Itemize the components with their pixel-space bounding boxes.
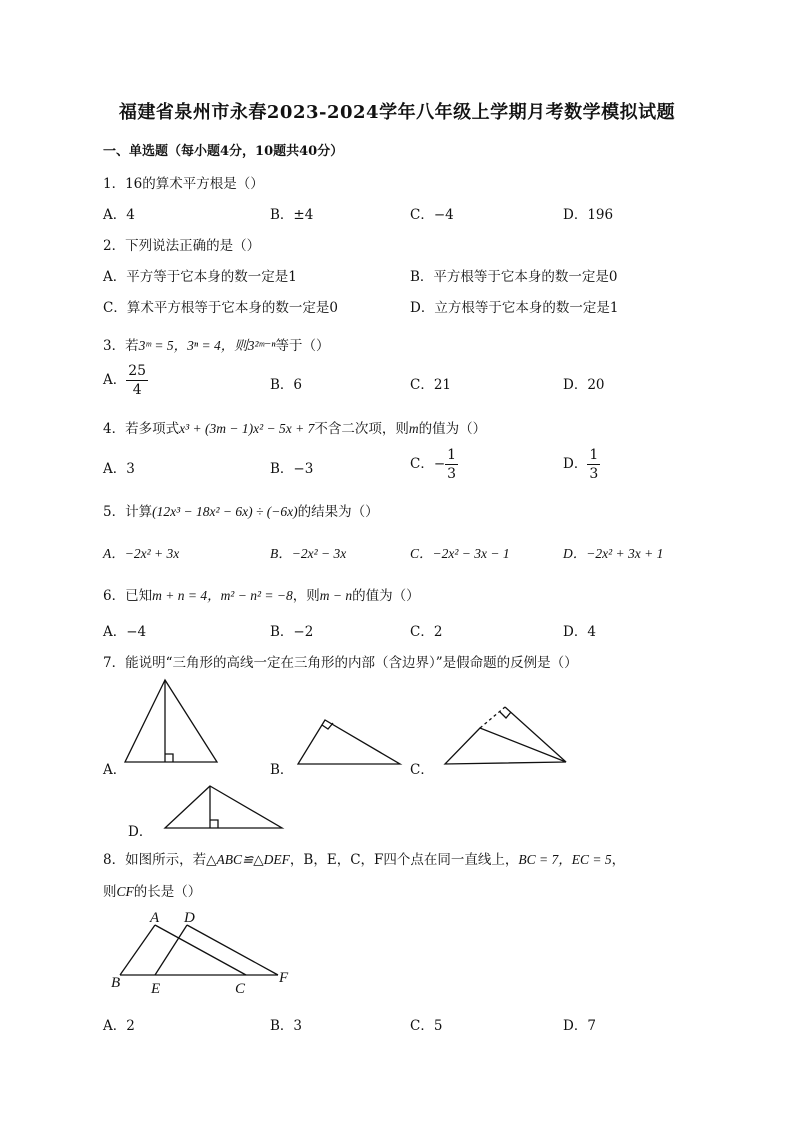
- q6-option-d[interactable]: D．4: [563, 624, 596, 640]
- q8-option-d[interactable]: D．7: [563, 1018, 596, 1034]
- q8-prefix: 8．如图所示，若: [103, 852, 207, 868]
- q3-option-c[interactable]: C．21: [410, 377, 452, 393]
- q5-option-b[interactable]: B．−2x² − 3x: [270, 546, 347, 561]
- question-2-stem: 2．下列说法正确的是（）: [103, 238, 261, 254]
- q8-segment-ed: [155, 925, 187, 975]
- q8-label-b: B: [111, 975, 121, 991]
- q4-c-denominator: 3: [447, 466, 457, 482]
- q8-mid: ，B，E，C，F四个点在同一直线上，: [289, 852, 519, 868]
- q1-option-c[interactable]: C．−4: [410, 207, 454, 223]
- q8-congruence: △ABC≌△DEF: [206, 852, 290, 867]
- question-7-stem: 7．能说明“三角形的高线一定在三角形的内部（含边界）”是假命题的反例是（）: [103, 655, 578, 671]
- q4-variable: m: [408, 421, 419, 436]
- q8-label-c: C: [235, 981, 246, 997]
- q6-suffix: 的值为（）: [352, 588, 420, 604]
- q3-a-label: A．: [103, 372, 127, 388]
- q2-option-b[interactable]: B．平方根等于它本身的数一定是0: [410, 269, 618, 285]
- q7-figure-a: [125, 680, 217, 762]
- q8-label-e: E: [151, 981, 161, 997]
- q8-comma: ，: [611, 852, 626, 868]
- q4-d-label: D．: [563, 456, 588, 472]
- q3-prefix: 3．若: [103, 338, 139, 354]
- q6-prefix: 6．已知: [103, 588, 153, 604]
- q7-option-a[interactable]: A．: [103, 762, 127, 778]
- q8-option-a[interactable]: A．2: [103, 1018, 135, 1034]
- q6-mid: ，则: [292, 588, 320, 604]
- q7-a-triangle: [125, 680, 217, 762]
- page-title: 福建省泉州市永春2023-2024学年八年级上学期月考数学模拟试题: [118, 102, 676, 123]
- question-8-stem: [103, 848, 625, 868]
- q8-figure: [120, 925, 278, 975]
- q4-option-b[interactable]: B．−3: [270, 461, 314, 477]
- q8-label-a: A: [150, 910, 160, 926]
- q7-option-c[interactable]: C．: [410, 762, 434, 778]
- q4-suffix: 的值为（）: [418, 421, 487, 437]
- q8-lengths: BC = 7，EC = 5: [518, 852, 612, 867]
- q7-figure-b: [298, 720, 400, 764]
- q5-suffix: 的结果为（）: [297, 504, 379, 520]
- q4-expression: x³ + (3m − 1)x² − 5x + 7: [179, 421, 315, 436]
- q7-b-triangle: [298, 720, 400, 764]
- q3-option-d[interactable]: D．20: [563, 377, 605, 393]
- section-heading: 一、单选题（每小题4分，10题共40分）: [103, 144, 344, 159]
- q7-c-altitude-dashed: [480, 707, 505, 728]
- q8-option-c[interactable]: C．5: [410, 1018, 443, 1034]
- q7-c-right-angle-mark: [500, 712, 511, 718]
- q4-prefix: 4．若多项式: [103, 421, 180, 437]
- q6-expression-2: m − n: [319, 588, 353, 603]
- q7-figure-d: [165, 786, 282, 828]
- q1-option-a[interactable]: A．4: [103, 207, 135, 223]
- q6-option-c[interactable]: C．2: [410, 624, 443, 640]
- question-8-line2: [103, 880, 201, 900]
- q4-c-label: C．−: [410, 456, 446, 472]
- q7-a-right-angle-mark: [165, 754, 173, 762]
- q6-expression-1: m + n = 4，m² − n² = −8: [152, 588, 293, 603]
- q4-c-numerator: 1: [447, 447, 457, 463]
- q3-expression: 3²ᵐ⁻ⁿ: [247, 338, 276, 353]
- q6-option-b[interactable]: B．−2: [270, 624, 314, 640]
- q3-option-b[interactable]: B．6: [270, 377, 303, 393]
- q7-option-d[interactable]: D．: [128, 824, 153, 840]
- q4-d-denominator: 3: [589, 466, 599, 482]
- q5-prefix: 5．计算: [103, 504, 153, 520]
- q8-line2-suffix: 的长是（）: [133, 884, 202, 900]
- q3-math: 3ᵐ = 5，3ⁿ = 4，则: [138, 338, 248, 353]
- q8-segment-ba: [120, 925, 155, 975]
- q5-option-c[interactable]: C．−2x² − 3x − 1: [410, 546, 510, 561]
- q7-option-b[interactable]: B．: [270, 762, 294, 778]
- q8-label-f: F: [279, 970, 289, 986]
- q5-option-a[interactable]: A．−2x² + 3x: [103, 546, 180, 561]
- q2-option-d[interactable]: D．立方根等于它本身的数一定是1: [410, 300, 619, 316]
- q7-d-right-angle-mark: [210, 820, 218, 828]
- q7-c-extended-side: [505, 707, 566, 762]
- q8-option-b[interactable]: B．3: [270, 1018, 303, 1034]
- q4-option-a[interactable]: A．3: [103, 461, 135, 477]
- q2-option-a[interactable]: A．平方等于它本身的数一定是1: [103, 269, 297, 285]
- q4-d-numerator: 1: [589, 447, 599, 463]
- q1-option-d[interactable]: D．196: [563, 207, 614, 223]
- q3-a-denominator: 4: [132, 382, 142, 398]
- question-1-stem: 1．16的算术平方根是（）: [103, 176, 264, 192]
- q3-suffix: 等于（）: [275, 338, 330, 354]
- q5-option-d[interactable]: D．−2x² + 3x + 1: [563, 546, 664, 561]
- q6-option-a[interactable]: A．−4: [103, 624, 147, 640]
- q1-option-b[interactable]: B．±4: [270, 207, 314, 223]
- q8-label-d: D: [184, 910, 195, 926]
- q7-d-triangle: [165, 786, 282, 828]
- q8-cf: CF: [116, 884, 134, 899]
- q4-mid: 不含二次项，则: [314, 421, 409, 437]
- q8-line2-prefix: 则: [103, 884, 117, 900]
- q5-expression: (12x³ − 18x² − 6x) ÷ (−6x): [152, 504, 298, 519]
- q2-option-c[interactable]: C．算术平方根等于它本身的数一定是0: [103, 300, 338, 316]
- q7-figure-c: [445, 707, 566, 764]
- q3-a-numerator: 25: [128, 363, 147, 379]
